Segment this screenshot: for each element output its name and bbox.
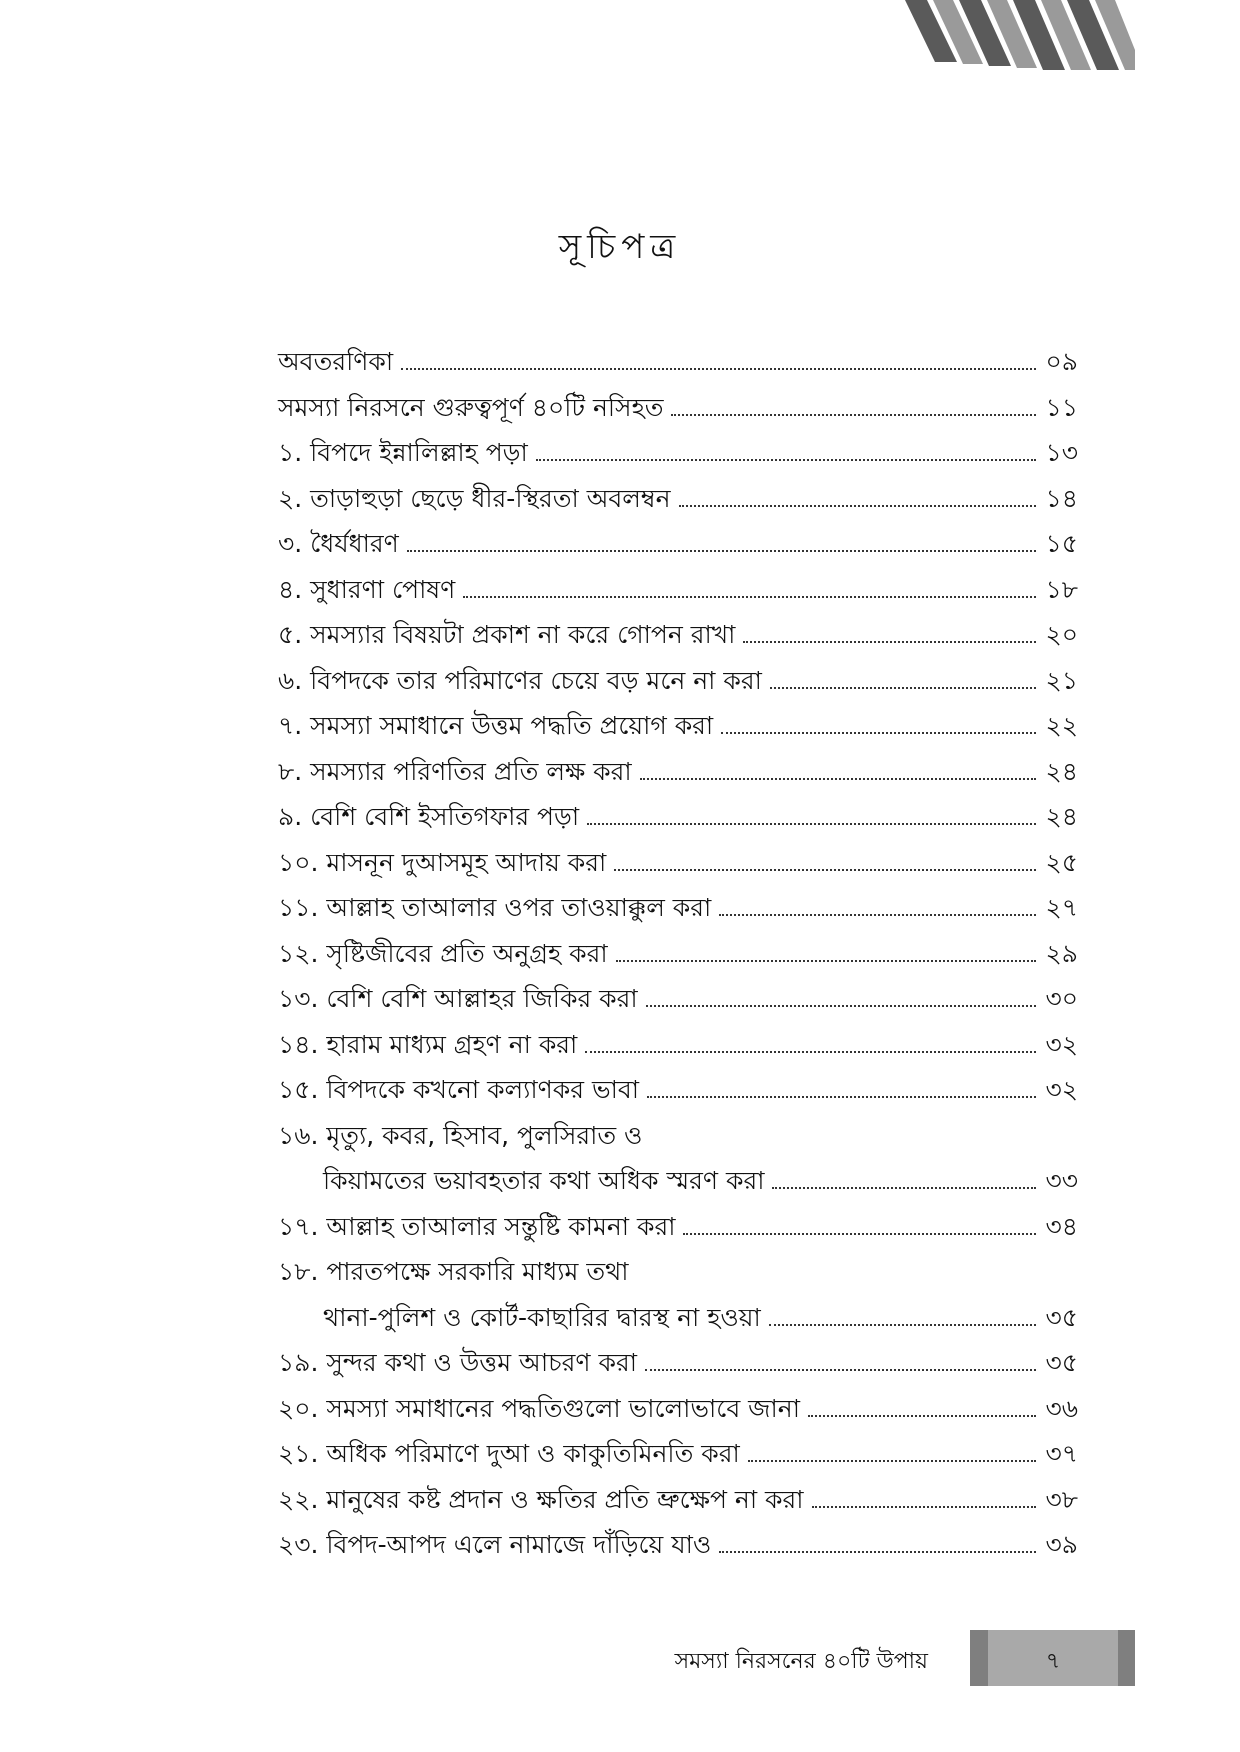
toc-entry-title: ১৬. মৃত্যু, কবর, হিসাব, পুলসিরাত ও — [278, 1120, 643, 1150]
toc-row — [278, 1389, 1078, 1435]
toc-row — [278, 706, 1078, 752]
toc-row — [278, 615, 1078, 661]
toc-dot-leader — [772, 1187, 1036, 1189]
toc-dot-leader — [770, 687, 1036, 689]
toc-row — [278, 979, 1078, 1025]
toc-entry-title: ২১. অধিক পরিমাণে দুআ ও কাকুতিমিনতি করা — [278, 1439, 740, 1468]
toc-page-number: ২৪ — [1045, 756, 1078, 786]
toc-dot-leader — [671, 414, 1036, 416]
toc-row — [278, 433, 1078, 479]
toc-page-number: ২২ — [1045, 711, 1078, 740]
toc-entry-title: ১০. মাসনূন দুআসমূহ আদায় করা — [278, 847, 607, 877]
toc-entry-title: ২০. সমস্যা সমাধানের পদ্ধতিগুলো ভালোভাবে জানা — [278, 1393, 800, 1423]
toc-page-number: ২৫ — [1045, 847, 1078, 877]
toc-dot-leader — [721, 732, 1036, 734]
toc-dot-leader — [614, 869, 1036, 871]
toc-entry-title: ২৩. বিপদ-আপদ এলে নামাজে দাঁড়িয়ে যাও — [278, 1530, 712, 1559]
toc-row — [278, 934, 1078, 980]
toc-entry-title: ১৯. সুন্দর কথা ও উত্তম আচরণ করা — [278, 1348, 637, 1377]
toc-row — [278, 888, 1078, 934]
toc-dot-leader — [719, 1551, 1036, 1553]
toc-page-number: ১১ — [1045, 392, 1078, 422]
toc-page-number: ৩৮ — [1045, 1484, 1078, 1514]
toc-page-number: ২১ — [1045, 665, 1078, 695]
toc-dot-leader — [585, 1051, 1036, 1053]
toc-dot-leader — [536, 459, 1036, 461]
toc-page-number: ২৭ — [1045, 893, 1078, 922]
toc-row — [278, 1480, 1078, 1526]
footer-page-number: ৭ — [1045, 1649, 1061, 1674]
toc-dot-leader — [808, 1415, 1036, 1417]
toc-entry-title: ১৫. বিপদকে কখনো কল্যাণকর ভাবা — [278, 1075, 640, 1104]
toc-dot-leader — [679, 505, 1036, 507]
toc-row-continuation — [278, 1298, 1078, 1344]
toc-entry-title: ৪. সুধারণা পোষণ — [278, 574, 456, 604]
toc-row — [278, 524, 1078, 570]
toc-row — [278, 1116, 1078, 1162]
toc-entry-title: ৭. সমস্যা সমাধানে উত্তম পদ্ধতি প্রয়োগ করা — [278, 711, 714, 740]
toc-dot-leader — [769, 1324, 1036, 1326]
toc-row-continuation — [278, 1161, 1078, 1207]
toc-row — [278, 1525, 1078, 1571]
toc-row — [278, 479, 1078, 525]
toc-row — [278, 1252, 1078, 1298]
toc-page-number: ৩৫ — [1045, 1302, 1078, 1332]
toc-entry-title: ৯. বেশি বেশি ইসতিগফার পড়া — [278, 802, 580, 831]
toc-entry-title: ১২. সৃষ্টিজীবের প্রতি অনুগ্রহ করা — [278, 938, 608, 968]
footer-page-box — [970, 1630, 1135, 1686]
toc-row — [278, 1070, 1078, 1116]
toc-entry-title: ১৮. পারতপক্ষে সরকারি মাধ্যম তথা — [278, 1257, 629, 1286]
toc-page-number: ৩৪ — [1045, 1211, 1078, 1241]
toc-entry-title: ৮. সমস্যার পরিণতির প্রতি লক্ষ করা — [278, 756, 632, 786]
toc-page-number: ২৯ — [1045, 938, 1078, 968]
toc-dot-leader — [587, 823, 1036, 825]
toc-dot-leader — [407, 550, 1036, 552]
toc-page-number: ৩৯ — [1045, 1530, 1078, 1559]
toc-dot-leader — [812, 1506, 1036, 1508]
toc-row — [278, 661, 1078, 707]
toc-entry-title: ১. বিপদে ইন্নালিল্লাহ পড়া — [278, 438, 528, 467]
toc-page-number: ৩২ — [1045, 1029, 1078, 1059]
toc-entry-title: ৫. সমস্যার বিষয়টা প্রকাশ না করে গোপন রাখা — [278, 620, 736, 649]
toc-page-number: ১৪ — [1045, 483, 1078, 513]
toc-page-number: ৩২ — [1045, 1075, 1078, 1104]
toc-entry-title: ৩. ধৈর্যধারণ — [278, 529, 399, 558]
toc-row — [278, 1025, 1078, 1071]
toc-page-number: ১৫ — [1045, 529, 1078, 558]
toc-page-number: ৩৫ — [1045, 1348, 1078, 1377]
toc-page-number: ৩৬ — [1045, 1393, 1078, 1423]
footer-book-title: সমস্যা নিরসনের ৪০টি উপায় — [674, 1649, 928, 1674]
toc-page-number: ৩৭ — [1045, 1439, 1078, 1468]
toc-entry-title: ২২. মানুষের কষ্ট প্রদান ও ক্ষতির প্রতি ভ্রুক্ষেপ না করা — [278, 1484, 804, 1514]
toc-dot-leader — [616, 960, 1036, 962]
toc-dot-leader — [683, 1233, 1036, 1235]
toc-entry-title: ১১. আল্লাহ তাআলার ওপর তাওয়াক্কুল করা — [278, 893, 712, 922]
toc-page-number: ২০ — [1045, 620, 1078, 649]
toc-row — [278, 570, 1078, 616]
toc-entry-title: সমস্যা নিরসনে গুরুত্বপূর্ণ ৪০টি নসিহত — [278, 392, 664, 422]
corner-stripes-decoration — [905, 0, 1135, 70]
toc-entry-title: ১৪. হারাম মাধ্যম গ্রহণ না করা — [278, 1029, 578, 1059]
page-footer — [0, 1630, 1240, 1686]
toc-row — [278, 1434, 1078, 1480]
toc-entry-title: ২. তাড়াহুড়া ছেড়ে ধীর-স্থিরতা অবলম্বন — [278, 483, 671, 513]
toc-row — [278, 342, 1078, 388]
toc-dot-leader — [743, 641, 1036, 643]
toc-row — [278, 843, 1078, 889]
toc-entry-title: ১৭. আল্লাহ তাআলার সন্তুষ্টি কামনা করা — [278, 1211, 676, 1241]
toc-dot-leader — [640, 778, 1036, 780]
toc-dot-leader — [748, 1460, 1036, 1462]
toc-dot-leader — [401, 368, 1036, 370]
table-of-contents — [278, 342, 1078, 1571]
toc-row — [278, 1343, 1078, 1389]
toc-row — [278, 1207, 1078, 1253]
toc-page-number: ৩৩ — [1045, 1166, 1078, 1195]
toc-page-number: ০৯ — [1045, 347, 1078, 376]
toc-dot-leader — [645, 1369, 1036, 1371]
footer-page-box-inner — [988, 1630, 1118, 1686]
page-title: সূচিপত্র — [558, 226, 682, 267]
toc-page-number: ৩০ — [1045, 984, 1078, 1013]
toc-dot-leader — [463, 596, 1036, 598]
toc-entry-title: ১৩. বেশি বেশি আল্লাহর জিকির করা — [278, 984, 638, 1013]
toc-entry-continuation: কিয়ামতের ভয়াবহতার কথা অধিক স্মরণ করা — [323, 1166, 765, 1195]
toc-entry-title: অবতরণিকা — [278, 347, 394, 376]
toc-dot-leader — [719, 914, 1036, 916]
toc-row — [278, 752, 1078, 798]
toc-row — [278, 797, 1078, 843]
toc-page-number: ২৪ — [1045, 802, 1078, 831]
toc-page-number: ১৩ — [1045, 438, 1078, 467]
toc-page-number: ১৮ — [1045, 574, 1078, 604]
toc-row — [278, 388, 1078, 434]
toc-entry-continuation: থানা-পুলিশ ও কোর্ট-কাছারির দ্বারস্থ না হওয়া — [323, 1302, 761, 1332]
toc-dot-leader — [647, 1096, 1036, 1098]
toc-entry-title: ৬. বিপদকে তার পরিমাণের চেয়ে বড় মনে না করা — [278, 665, 762, 695]
toc-dot-leader — [646, 1005, 1036, 1007]
